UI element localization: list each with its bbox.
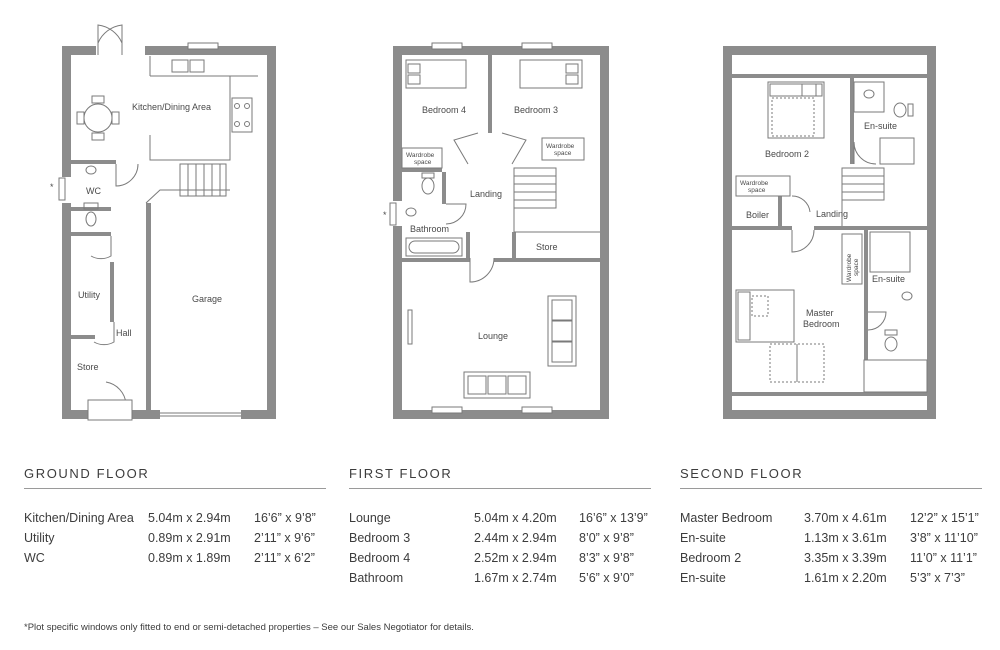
second-landing-label: Landing <box>816 209 849 219</box>
room-metric: 5.04m x 2.94m <box>148 511 231 525</box>
room-metric: 0.89m x 1.89m <box>148 551 231 565</box>
room-imperial: 8’0” x 9’8” <box>579 531 634 545</box>
wardrobe-top-line1: Wardrobe <box>740 180 769 187</box>
wc-label: WC <box>86 186 101 196</box>
ground-floor-plan <box>50 25 276 420</box>
first-floor-schedule <box>349 466 651 591</box>
second-floor-title: SECOND FLOOR <box>680 466 982 489</box>
room-imperial: 2’11” x 9’6” <box>254 531 315 545</box>
room-metric: 3.70m x 4.61m <box>804 511 887 525</box>
first-window-note-marker: * <box>383 210 387 220</box>
room-metric: 2.52m x 2.94m <box>474 551 557 565</box>
room-name: WC <box>24 551 45 565</box>
schedule-row <box>680 511 982 531</box>
room-metric: 1.13m x 3.61m <box>804 531 887 545</box>
room-name: En-suite <box>680 571 726 585</box>
schedule-row <box>349 531 651 551</box>
bathroom-label: Bathroom <box>410 224 450 234</box>
ground-floor-schedule <box>24 466 326 571</box>
wardrobe-left-line1: Wardrobe <box>406 152 435 159</box>
wardrobe-vertical-line1: Wardrobe <box>846 253 853 282</box>
bedroom3-label: Bedroom 3 <box>514 105 559 115</box>
room-name: Lounge <box>349 511 391 525</box>
room-imperial: 8’3” x 9’8” <box>579 551 634 565</box>
room-name: Bathroom <box>349 571 404 585</box>
ground-fixtures <box>59 25 258 420</box>
hall-label: Hall <box>116 328 132 338</box>
master-label-line1: Master <box>806 308 834 318</box>
room-imperial: 11’0” x 11’1” <box>910 551 977 565</box>
room-metric: 2.44m x 2.94m <box>474 531 557 545</box>
footnote: *Plot specific windows only fitted to end or semi-detached properties – See our Sales Negotiator for details. <box>24 622 474 633</box>
wardrobe-vertical-label <box>846 253 860 282</box>
room-imperial: 16’6” x 9’8” <box>254 511 316 525</box>
schedule-row <box>680 551 982 571</box>
wardrobe-left-line2: space <box>414 159 432 166</box>
room-imperial: 12’2” x 15’1” <box>910 511 979 525</box>
schedule-row <box>24 511 326 531</box>
lounge-label: Lounge <box>478 331 509 341</box>
kitchen-label: Kitchen/Dining Area <box>132 102 212 112</box>
utility-label: Utility <box>78 290 100 300</box>
first-store-label: Store <box>536 242 558 252</box>
room-metric: 5.04m x 4.20m <box>474 511 557 525</box>
schedule-row <box>349 511 651 531</box>
second-floor-plan <box>723 46 936 419</box>
room-metric: 1.61m x 2.20m <box>804 571 887 585</box>
ensuite-bottom-label: En-suite <box>872 274 906 284</box>
schedule-row <box>680 531 982 551</box>
window-note-marker: * <box>50 182 54 192</box>
room-imperial: 5’6” x 9’0” <box>579 571 634 585</box>
room-imperial: 16’6” x 13’9” <box>579 511 648 525</box>
ensuite-top-label: En-suite <box>864 121 898 131</box>
room-name: Bedroom 2 <box>680 551 742 565</box>
room-imperial: 2’11” x 6’2” <box>254 551 315 565</box>
room-name: Bedroom 3 <box>349 531 411 545</box>
room-metric: 3.35m x 3.39m <box>804 551 887 565</box>
first-floor-title: FIRST FLOOR <box>349 466 651 489</box>
bedroom4-label: Bedroom 4 <box>422 105 467 115</box>
master-label-line2: Bedroom <box>803 319 840 329</box>
ground-floor-title: GROUND FLOOR <box>24 466 326 489</box>
room-name: Bedroom 4 <box>349 551 411 565</box>
wardrobe-vertical-line2: space <box>853 258 860 276</box>
boiler-label: Boiler <box>746 210 770 220</box>
schedule-row <box>24 531 326 551</box>
store-label: Store <box>77 362 99 372</box>
garage-label: Garage <box>192 294 223 304</box>
bedroom2-label: Bedroom 2 <box>765 149 810 159</box>
schedule-row <box>680 571 982 591</box>
room-name: En-suite <box>680 531 726 545</box>
room-name: Utility <box>24 531 55 545</box>
first-floor-plan <box>383 43 609 419</box>
schedule-row <box>349 551 651 571</box>
room-name: Kitchen/Dining Area <box>24 511 134 525</box>
wardrobe-right-line2: space <box>554 150 572 157</box>
room-metric: 0.89m x 2.91m <box>148 531 231 545</box>
second-floor-schedule <box>680 466 982 591</box>
schedule-row <box>349 571 651 591</box>
room-name: Master Bedroom <box>680 511 773 525</box>
wardrobe-right-line1: Wardrobe <box>546 143 575 150</box>
first-landing-label: Landing <box>470 189 503 199</box>
second-fixtures <box>736 82 927 392</box>
schedule-row <box>24 551 326 571</box>
room-imperial: 3’8” x 11’10” <box>910 531 978 545</box>
room-metric: 1.67m x 2.74m <box>474 571 557 585</box>
wardrobe-top-line2: space <box>748 187 766 194</box>
room-imperial: 5’3” x 7’3” <box>910 571 965 585</box>
